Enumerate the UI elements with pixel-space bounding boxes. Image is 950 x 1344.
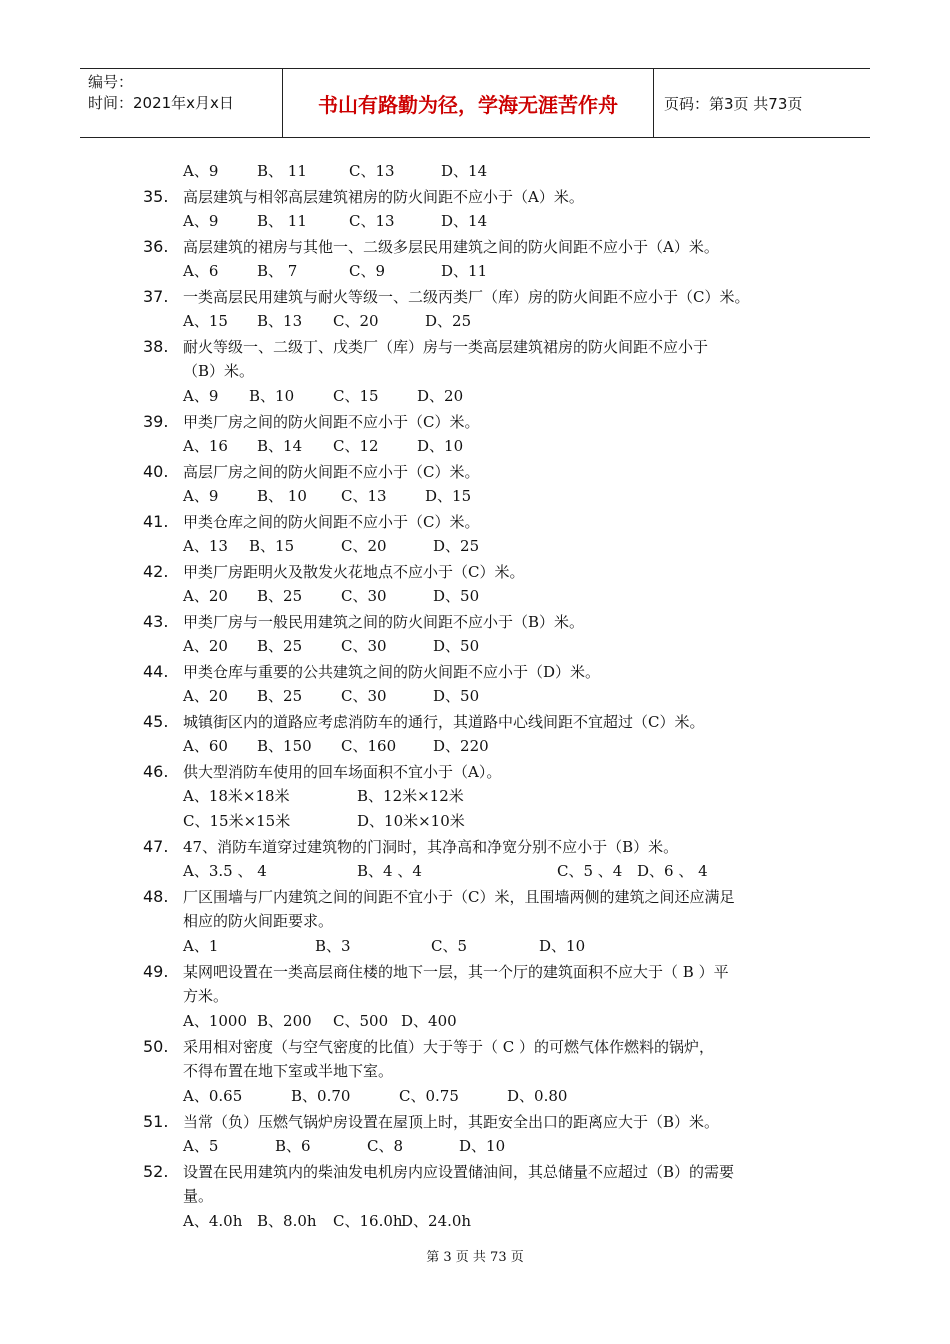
answer-option: C、5 [431,937,468,955]
answer-option: D、25 [425,312,472,330]
question-text: 不得布置在地下室或半地下室。 [183,1062,394,1080]
answer-option: B、0.70 [291,1087,351,1105]
question-line [143,759,823,784]
answer-option: C、13 [349,212,395,230]
question-text: 甲类厂房与一般民用建筑之间的防火间距不应小于（B）米。 [183,613,585,631]
question-text: 城镇街区内的道路应考虑消防车的通行，其道路中心线间距不宜超过（C）米。 [183,713,705,731]
answer-option: A、16 [183,437,228,455]
answer-option: D、50 [433,687,480,705]
question-text: 相应的防火间距要求。 [183,912,334,930]
question [143,159,823,184]
question-text: 甲类厂房之间的防火间距不应小于（C）米。 [183,413,480,431]
answer-option: A、0.65 [183,1087,243,1105]
options-row [143,634,823,659]
question-line [143,609,823,634]
answer-option: B、4 、4 [357,862,422,880]
answer-option: C、30 [341,687,387,705]
question [143,1034,823,1109]
question-number: 47. [143,837,169,856]
answer-option: B、 11 [257,162,307,180]
answer-option: A、3.5 、 4 [183,862,267,880]
code-label: 编号： [88,73,134,91]
answer-option: A、1000 [183,1012,248,1030]
page-footer: 第 3 页 共 73 页 [426,1250,524,1265]
question [143,284,823,334]
answer-option: B、 11 [257,212,307,230]
question-line [143,659,823,684]
question-text: 高层厂房之间的防火间距不应小于（C）米。 [183,463,480,481]
options-row [143,484,823,509]
answer-option: C、9 [349,262,386,280]
question-number: 51. [143,1112,169,1131]
options-row [143,209,823,234]
question [143,1109,823,1159]
question-number: 39. [143,412,169,431]
question-line [143,509,823,534]
question [143,234,823,284]
options-row [143,259,823,284]
answer-option: D、11 [441,262,488,280]
answer-option: B、 7 [257,262,298,280]
options-row [143,784,823,809]
answer-option: B、200 [257,1012,312,1030]
question-text: 耐火等级一、二级丁、戊类厂（库）房与一类高层建筑裙房的防火间距不应小于 [183,338,709,356]
answer-option: A、20 [183,687,228,705]
answer-option: D、15 [425,487,472,505]
question [143,509,823,559]
answer-option: A、1 [183,937,219,955]
options-row [143,1009,823,1034]
question-line [143,284,823,309]
question-text: 47、消防车道穿过建筑物的门洞时，其净高和净宽分别不应小于（B）米。 [183,838,679,856]
question-number: 43. [143,612,169,631]
answer-option: D、25 [433,537,480,555]
options-row [143,309,823,334]
question-number: 38. [143,337,169,356]
answer-option: A、6 [183,262,219,280]
answer-option: C、0.75 [399,1087,459,1105]
question-line [143,559,823,584]
question [143,459,823,509]
question-line [143,1159,823,1184]
question-number: 41. [143,512,169,531]
answer-option: D、20 [417,387,464,405]
answer-option: D、0.80 [507,1087,568,1105]
answer-option: C、160 [341,737,397,755]
answer-option: B、13 [257,312,303,330]
question-line-continued [143,909,823,934]
answer-option: C、30 [341,637,387,655]
answer-option: A、13 [183,537,228,555]
question-text: 厂区围墙与厂内建筑之间的间距不宜小于（C）米，且围墙两侧的建筑之间还应满足 [183,888,735,906]
page-header [80,68,870,138]
question-number: 50. [143,1037,169,1056]
answer-option: A、18米×18米 [183,787,290,805]
answer-option: B、10 [249,387,295,405]
answer-option: B、15 [249,537,295,555]
answer-option: C、15米×15米 [183,812,291,830]
question-text: （B）米。 [183,362,255,380]
question-line [143,234,823,259]
question-text: 高层建筑的裙房与其他一、二级多层民用建筑之间的防火间距不应小于（A）米。 [183,238,719,256]
question-line [143,709,823,734]
header-motto: 书山有路勤为径，学海无涯苦作舟 [282,69,654,137]
answer-option: D、14 [441,212,488,230]
answer-option: C、20 [341,537,387,555]
question-line [143,334,823,359]
question-list [143,159,823,1234]
question [143,609,823,659]
options-row [143,1084,823,1109]
answer-option: D、24.0h [401,1212,472,1230]
answer-option: D、220 [433,737,489,755]
answer-option: D、6 、 4 [637,862,708,880]
question-number: 49. [143,962,169,981]
answer-option: A、5 [183,1137,219,1155]
answer-option: C、30 [341,587,387,605]
answer-option: B、25 [257,637,303,655]
question-text: 甲类仓库之间的防火间距不应小于（C）米。 [183,513,480,531]
question-number: 46. [143,762,169,781]
question-text: 甲类厂房距明火及散发火花地点不应小于（C）米。 [183,563,525,581]
question [143,184,823,234]
question-number: 35. [143,187,169,206]
header-page-label: 页码：第3页 共73页 [664,94,803,113]
answer-option: D、10米×10米 [357,812,465,830]
answer-option: B、12米×12米 [357,787,464,805]
question [143,659,823,709]
question [143,884,823,959]
question-number: 36. [143,237,169,256]
answer-option: A、9 [183,212,219,230]
options-row [143,534,823,559]
question-text: 一类高层民用建筑与耐火等级一、二级丙类厂（库）房的防火间距不应小于（C）米。 [183,288,750,306]
options-row [143,159,823,184]
question-number: 48. [143,887,169,906]
options-row [143,384,823,409]
answer-option: B、25 [257,587,303,605]
answer-option: A、9 [183,387,219,405]
question [143,334,823,409]
question-number: 37. [143,287,169,306]
answer-option: D、10 [539,937,586,955]
answer-option: C、13 [349,162,395,180]
question-line-continued [143,1184,823,1209]
answer-option: A、9 [183,162,219,180]
options-row [143,434,823,459]
question-text: 某网吧设置在一类高层商住楼的地下一层，其一个厅的建筑面积不应大于（ B ）平 [183,963,729,981]
answer-option: B、25 [257,687,303,705]
answer-option: D、10 [417,437,464,455]
answer-option: D、400 [401,1012,457,1030]
question-text: 设置在民用建筑内的柴油发电机房内应设置储油间，其总储量不应超过（B）的需要 [183,1163,735,1181]
question-number: 42. [143,562,169,581]
answer-option: A、15 [183,312,228,330]
question-text: 供大型消防车使用的回车场面积不宜小于（A）。 [183,763,502,781]
question-text: 当常（负）压燃气锅炉房设置在屋顶上时，其距安全出口的距离应大于（B）米。 [183,1113,720,1131]
options-row [143,584,823,609]
question-text: 量。 [183,1187,214,1205]
question-number: 45. [143,712,169,731]
question-number: 52. [143,1162,169,1181]
answer-option: D、50 [433,637,480,655]
question [143,759,823,834]
question [143,1159,823,1234]
answer-option: C、8 [367,1137,404,1155]
options-row [143,1209,823,1234]
answer-option: C、500 [333,1012,389,1030]
question [143,709,823,759]
question-number: 40. [143,462,169,481]
answer-option: B、 10 [257,487,307,505]
options-row [143,934,823,959]
answer-option: A、4.0h [183,1212,243,1230]
question-line-continued [143,359,823,384]
question [143,409,823,459]
answer-option: A、60 [183,737,228,755]
answer-option: D、50 [433,587,480,605]
options-row [143,684,823,709]
answer-option: C、5 、4 [557,862,623,880]
question-text: 方米。 [183,987,229,1005]
answer-option: C、15 [333,387,379,405]
answer-option: D、10 [459,1137,506,1155]
question-line [143,459,823,484]
answer-option: B、14 [257,437,303,455]
question-line-continued [143,984,823,1009]
question-text: 高层建筑与相邻高层建筑裙房的防火间距不应小于（A）米。 [183,188,584,206]
answer-option: B、8.0h [257,1212,317,1230]
answer-option: D、14 [441,162,488,180]
question-line [143,834,823,859]
question [143,959,823,1034]
answer-option: C、16.0h [333,1212,403,1230]
question [143,834,823,884]
question-text: 甲类仓库与重要的公共建筑之间的防火间距不应小于（D）米。 [183,663,601,681]
question-line [143,1034,823,1059]
question-line [143,959,823,984]
question-text: 采用相对密度（与空气密度的比值）大于等于（ C ）的可燃气体作燃料的锅炉， [183,1038,715,1056]
answer-option: A、20 [183,587,228,605]
question-line-continued [143,1059,823,1084]
answer-option: A、9 [183,487,219,505]
question-line [143,884,823,909]
options-row [143,734,823,759]
answer-option: C、13 [341,487,387,505]
answer-option: B、6 [275,1137,311,1155]
question-line [143,409,823,434]
date-label: 时间：2021年x月x日 [88,94,234,112]
answer-option: B、3 [315,937,351,955]
question [143,559,823,609]
options-row [143,859,823,884]
header-meta [80,69,282,137]
answer-option: C、20 [333,312,379,330]
question-number: 44. [143,662,169,681]
question-line [143,184,823,209]
answer-option: B、150 [257,737,312,755]
options-row [143,1134,823,1159]
question-line [143,1109,823,1134]
answer-option: A、20 [183,637,228,655]
answer-option: C、12 [333,437,379,455]
options-row [143,809,823,834]
